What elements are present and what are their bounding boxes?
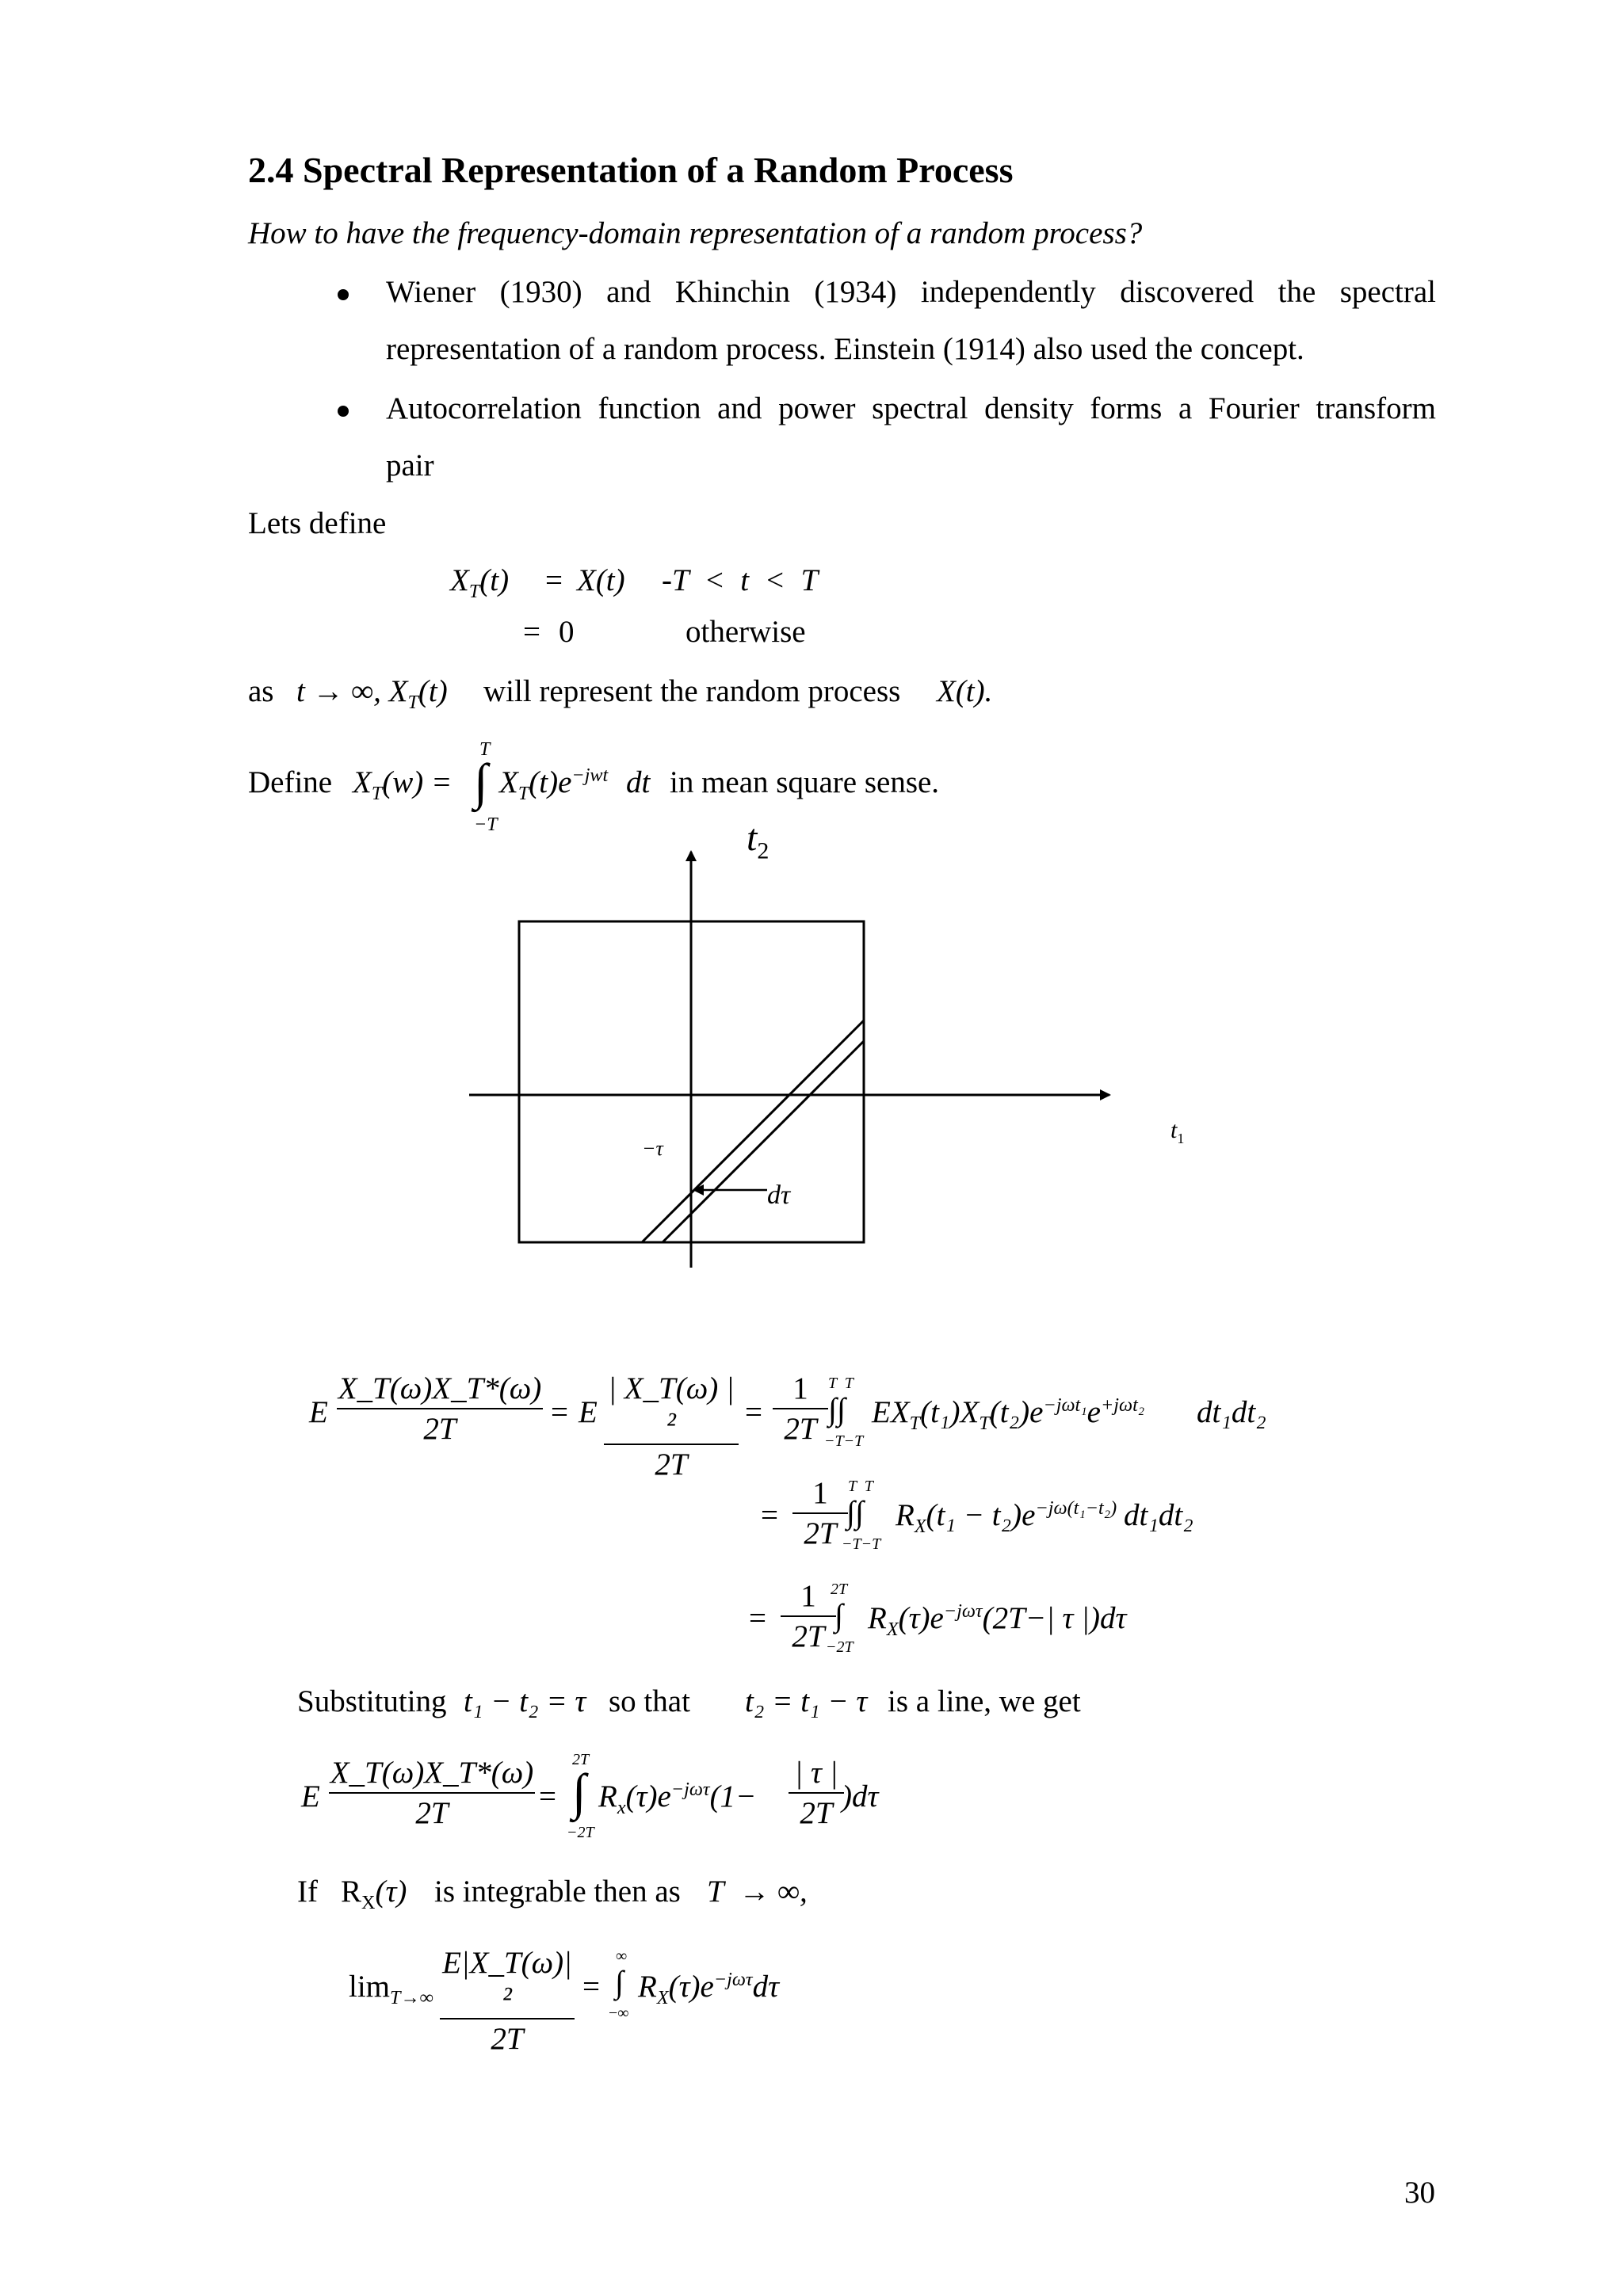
define-row-1-rhs: X(t) [577, 563, 625, 597]
eq2-fraction: 1 2T [792, 1475, 848, 1551]
ft-lhs: $X_T(w)$ = [353, 765, 453, 804]
eq7-equals: = [582, 1970, 600, 2004]
if-text-3: T → ∞, [707, 1875, 808, 1909]
page-number: 30 [1404, 2176, 1435, 2210]
bullet-2-line-1: Autocorrelation function and power spectral density forms a Fourier transform [386, 391, 1436, 425]
eq1-fraction-2: | X_T(ω) |² 2T [604, 1371, 739, 1482]
strip-line-lower [663, 1041, 864, 1242]
lets-define-text: Lets define [248, 506, 387, 540]
eq6-tail: )dτ [842, 1779, 879, 1814]
eq1-fraction-1: X_T(ω)X_T*(ω) 2T [338, 1371, 542, 1446]
eq7-lim: $\lim_{T\to\infty}$ [349, 1970, 433, 2008]
y-axis-label: $t_2$ [747, 817, 769, 864]
define-word: Define [248, 765, 333, 799]
subst-text-2: so that [609, 1684, 690, 1718]
eq2-integrand: $R_X(t_1 - t_2)e^{-j\omega(t_1-t_2)}$ [896, 1497, 1117, 1537]
eq6-lower-limit: −2T [567, 1824, 594, 1841]
ft-sense: in mean square sense. [670, 765, 940, 799]
define-row-1-eq: = [545, 563, 563, 597]
x-axis-label: $t_1$ [1170, 1117, 1185, 1146]
integral-sign: ∫ [615, 1964, 624, 2000]
eq1-E: E [309, 1395, 328, 1429]
neg-tau-label: −τ [642, 1137, 663, 1160]
section-title: 2.4 Spectral Representation of a Random Process [248, 150, 1014, 190]
limit-text: will represent the random process [483, 674, 901, 708]
eq1-equals-2: = [745, 1395, 762, 1429]
bullet-1-line-1: Wiener (1930) and Khinchin (1934) independently discovered the spectral [386, 275, 1436, 309]
dtau-label: dτ [767, 1180, 791, 1210]
eq1-fraction-3: 1 2T [773, 1371, 828, 1447]
integral-sign: ∫ [572, 1764, 586, 1820]
eq1-integrand: $EX_T(t_1)X_T(t_2)e^{-j\omega t_1}e^{+j\omega t_2}$ [872, 1394, 1145, 1434]
if-text-2: is integrable then as [434, 1875, 681, 1909]
integral-sign: ∫ [474, 753, 488, 810]
if-rx: $R_X(\tau)$ [341, 1875, 407, 1913]
define-row-2-cond: otherwise [685, 615, 806, 649]
eq2-equals: = [761, 1498, 778, 1532]
eq1-lower-limits: −T−T [824, 1432, 864, 1450]
eq6-inner-fraction: | τ | 2T [789, 1755, 844, 1831]
bullet-2-line-2: pair [386, 448, 434, 482]
eq3-equals: = [749, 1601, 766, 1635]
bullet-1-line-2: representation of a random process. Einstein (1914) also used the concept. [386, 332, 1304, 366]
integral-sign: ∫ [834, 1597, 843, 1633]
define-row-1: $X_T(t)$ [450, 563, 510, 602]
strip-line-upper [642, 1020, 864, 1242]
section-question: How to have the frequency-domain representation of a random process? [248, 216, 1143, 250]
ft-lower-limit: −T [474, 814, 498, 835]
ft-upper-limit: T [479, 739, 491, 760]
subst-expr-2: t₂ = t₁ − τ [745, 1684, 868, 1718]
eq3-upper-limit: 2T [831, 1581, 848, 1598]
ft-integrand: $X_T(t)e^{-jwt}$ [499, 765, 609, 804]
limit-process: X(t). [937, 674, 993, 708]
eq6-equals: = [539, 1779, 556, 1814]
if-text-1: If [297, 1875, 318, 1909]
eq3-lower-limit: −2T [826, 1638, 854, 1656]
limit-expr: t → ∞, $X_T(t)$ [296, 674, 448, 713]
eq6-upper-limit: 2T [572, 1751, 590, 1768]
eq2-differentials: dt₁dt₂ [1124, 1498, 1193, 1532]
double-integral-sign: ∫∫ [828, 1391, 846, 1427]
eq1-upper-limits: T T [828, 1375, 854, 1392]
eq6-fraction: X_T(ω)X_T*(ω) 2T [330, 1756, 534, 1830]
subst-text-3: is a line, we get [888, 1684, 1081, 1718]
eq7-integrand: $R_X(\tau)e^{-j\omega\tau}d\tau$ [638, 1969, 780, 2008]
eq3-integrand: $R_X(\tau)e^{-j\omega\tau}(2T-|$ τ |)dτ [868, 1600, 1127, 1640]
eq6-integrand: $R_x(\tau)e^{-j\omega\tau}(1-$ [598, 1779, 757, 1818]
limit-as: as [248, 674, 274, 708]
eq1-equals: = [551, 1395, 568, 1429]
double-integral-sign: ∫∫ [846, 1494, 864, 1530]
eq2-upper-limits: T T [848, 1478, 873, 1495]
define-row-1-cond: -T < t < T [662, 563, 819, 597]
ft-dt: dt [626, 765, 651, 799]
subst-expr-1: t₁ − t₂ = τ [464, 1684, 586, 1718]
eq6-E: E [301, 1779, 320, 1814]
eq1-differentials: dt₁dt₂ [1197, 1395, 1266, 1429]
eq3-fraction: 1 2T [781, 1578, 836, 1654]
eq1-E2: E [579, 1395, 598, 1429]
eq7-lower-limit: −∞ [609, 2004, 629, 2022]
subst-text-1: Substituting [297, 1684, 447, 1718]
eq7-upper-limit: ∞ [616, 1947, 628, 1965]
eq2-lower-limits: −T−T [842, 1535, 881, 1553]
eq7-fraction: E|X_T(ω)|² 2T [440, 1945, 575, 2057]
define-row-2-rhs: 0 [559, 615, 575, 649]
define-row-2-eq: = [523, 615, 540, 649]
